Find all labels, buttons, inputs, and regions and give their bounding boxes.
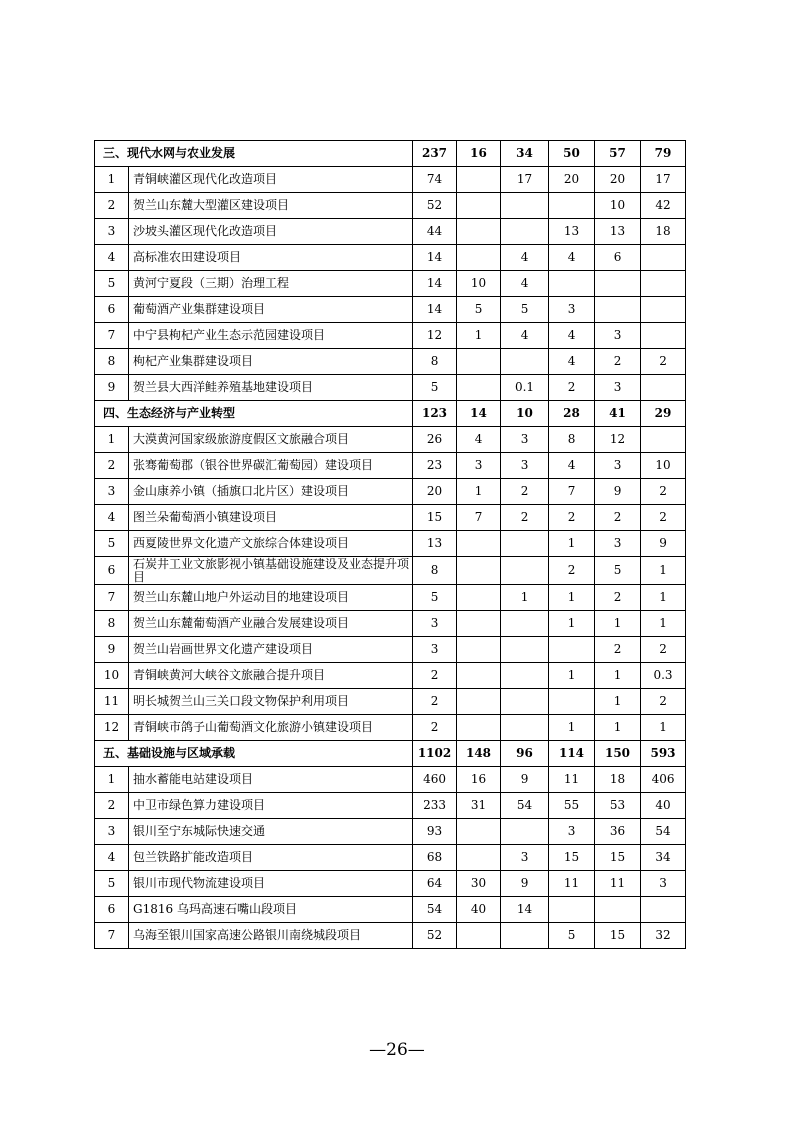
value-cell: 14: [413, 245, 457, 271]
value-cell: [501, 531, 549, 557]
row-number: 3: [95, 479, 129, 505]
value-cell: 20: [413, 479, 457, 505]
value-cell: 1: [641, 557, 686, 585]
value-cell: [457, 663, 501, 689]
section-header-row: [95, 401, 686, 427]
value-cell: 4: [549, 323, 595, 349]
project-name: 乌海至银川国家高速公路银川南绕城段项目: [129, 923, 413, 949]
value-cell: [501, 689, 549, 715]
value-cell: 2: [413, 663, 457, 689]
value-cell: 4: [549, 245, 595, 271]
page-number: —26—: [369, 1040, 425, 1060]
value-cell: 1: [549, 611, 595, 637]
value-cell: [641, 427, 686, 453]
value-cell: 2: [549, 505, 595, 531]
project-name: 贺兰山岩画世界文化遗产建设项目: [129, 637, 413, 663]
table-row: [95, 611, 686, 637]
value-cell: 8: [413, 557, 457, 585]
value-cell: 1: [457, 479, 501, 505]
table-row: [95, 663, 686, 689]
section-total-cell: 41: [595, 401, 641, 427]
project-name: 贺兰山东麓大型灌区建设项目: [129, 193, 413, 219]
project-table: [94, 140, 686, 949]
value-cell: 7: [549, 479, 595, 505]
value-cell: 54: [413, 897, 457, 923]
value-cell: 54: [641, 819, 686, 845]
value-cell: 18: [595, 767, 641, 793]
row-number: 5: [95, 271, 129, 297]
value-cell: 1: [641, 611, 686, 637]
section-total-cell: 79: [641, 141, 686, 167]
project-name: 银川至宁东城际快速交通: [129, 819, 413, 845]
value-cell: 10: [641, 453, 686, 479]
value-cell: 10: [457, 271, 501, 297]
value-cell: 1: [595, 663, 641, 689]
project-name: 西夏陵世界文化遗产文旅综合体建设项目: [129, 531, 413, 557]
section-title: 五、基础设施与区域承载: [95, 741, 413, 767]
section-total-cell: 14: [457, 401, 501, 427]
table-row: [95, 323, 686, 349]
value-cell: [595, 271, 641, 297]
table-row: [95, 715, 686, 741]
value-cell: 2: [595, 349, 641, 375]
value-cell: [457, 375, 501, 401]
table-row: [95, 923, 686, 949]
row-number: 10: [95, 663, 129, 689]
value-cell: 20: [595, 167, 641, 193]
section-title: 三、现代水网与农业发展: [95, 141, 413, 167]
value-cell: [595, 897, 641, 923]
value-cell: [501, 715, 549, 741]
value-cell: 9: [641, 531, 686, 557]
value-cell: 3: [413, 611, 457, 637]
section-header-row: [95, 141, 686, 167]
value-cell: 40: [457, 897, 501, 923]
value-cell: 2: [413, 715, 457, 741]
value-cell: 2: [549, 375, 595, 401]
value-cell: 3: [641, 871, 686, 897]
table-row: [95, 689, 686, 715]
table-row: [95, 845, 686, 871]
value-cell: 3: [501, 453, 549, 479]
value-cell: 9: [501, 871, 549, 897]
project-name: 沙坡头灌区现代化改造项目: [129, 219, 413, 245]
section-total-cell: 57: [595, 141, 641, 167]
value-cell: 2: [641, 505, 686, 531]
value-cell: 2: [549, 557, 595, 585]
row-number: 2: [95, 193, 129, 219]
value-cell: [501, 819, 549, 845]
value-cell: 3: [501, 427, 549, 453]
value-cell: 9: [501, 767, 549, 793]
table-row: [95, 479, 686, 505]
project-name: 青铜峡黄河大峡谷文旅融合提升项目: [129, 663, 413, 689]
value-cell: 0.3: [641, 663, 686, 689]
value-cell: [595, 297, 641, 323]
value-cell: [501, 611, 549, 637]
value-cell: 17: [501, 167, 549, 193]
section-total-cell: 16: [457, 141, 501, 167]
value-cell: [457, 689, 501, 715]
value-cell: 2: [501, 505, 549, 531]
value-cell: [549, 897, 595, 923]
table-row: [95, 219, 686, 245]
value-cell: [457, 611, 501, 637]
row-number: 5: [95, 871, 129, 897]
project-name: 银川市现代物流建设项目: [129, 871, 413, 897]
value-cell: 1: [641, 715, 686, 741]
value-cell: [457, 193, 501, 219]
value-cell: [457, 531, 501, 557]
value-cell: 2: [641, 689, 686, 715]
value-cell: 10: [595, 193, 641, 219]
project-name: 贺兰县大西洋鲑养殖基地建设项目: [129, 375, 413, 401]
value-cell: 1: [457, 323, 501, 349]
value-cell: 1: [595, 611, 641, 637]
value-cell: 52: [413, 923, 457, 949]
value-cell: 4: [501, 323, 549, 349]
value-cell: 12: [595, 427, 641, 453]
table-row: [95, 897, 686, 923]
section-total-cell: 28: [549, 401, 595, 427]
row-number: 7: [95, 923, 129, 949]
table-row: [95, 767, 686, 793]
value-cell: 13: [549, 219, 595, 245]
value-cell: 3: [549, 819, 595, 845]
table-row: [95, 557, 686, 585]
table-row: [95, 167, 686, 193]
row-number: 2: [95, 793, 129, 819]
project-name: 贺兰山东麓葡萄酒产业融合发展建设项目: [129, 611, 413, 637]
table-row: [95, 375, 686, 401]
value-cell: 3: [595, 375, 641, 401]
value-cell: 5: [549, 923, 595, 949]
row-number: 8: [95, 349, 129, 375]
value-cell: [457, 245, 501, 271]
value-cell: [501, 637, 549, 663]
table-row: [95, 871, 686, 897]
section-total-cell: 29: [641, 401, 686, 427]
value-cell: [457, 923, 501, 949]
row-number: 1: [95, 427, 129, 453]
table-row: [95, 297, 686, 323]
table-row: [95, 819, 686, 845]
value-cell: 54: [501, 793, 549, 819]
table-row: [95, 193, 686, 219]
table-row: [95, 271, 686, 297]
row-number: 11: [95, 689, 129, 715]
value-cell: 2: [641, 637, 686, 663]
row-number: 6: [95, 897, 129, 923]
value-cell: [641, 897, 686, 923]
value-cell: 3: [501, 845, 549, 871]
value-cell: [641, 271, 686, 297]
value-cell: 406: [641, 767, 686, 793]
row-number: 4: [95, 505, 129, 531]
value-cell: 15: [595, 923, 641, 949]
value-cell: 6: [595, 245, 641, 271]
section-total-cell: 34: [501, 141, 549, 167]
value-cell: [501, 193, 549, 219]
table-row: [95, 427, 686, 453]
value-cell: 3: [413, 637, 457, 663]
value-cell: 93: [413, 819, 457, 845]
row-number: 9: [95, 637, 129, 663]
value-cell: 4: [457, 427, 501, 453]
value-cell: 5: [413, 585, 457, 611]
table-body: [95, 141, 686, 949]
value-cell: 1: [595, 689, 641, 715]
value-cell: 1: [501, 585, 549, 611]
section-total-cell: 237: [413, 141, 457, 167]
table-row: [95, 453, 686, 479]
value-cell: 11: [549, 767, 595, 793]
value-cell: 3: [595, 453, 641, 479]
value-cell: [549, 637, 595, 663]
row-number: 5: [95, 531, 129, 557]
value-cell: 40: [641, 793, 686, 819]
value-cell: 42: [641, 193, 686, 219]
project-name: 黄河宁夏段（三期）治理工程: [129, 271, 413, 297]
row-number: 7: [95, 323, 129, 349]
value-cell: [457, 585, 501, 611]
value-cell: 74: [413, 167, 457, 193]
value-cell: 52: [413, 193, 457, 219]
value-cell: 18: [641, 219, 686, 245]
value-cell: [457, 845, 501, 871]
value-cell: 1: [549, 531, 595, 557]
value-cell: 2: [641, 479, 686, 505]
value-cell: 17: [641, 167, 686, 193]
section-total-cell: 50: [549, 141, 595, 167]
value-cell: [641, 375, 686, 401]
project-name: 青铜峡市鸽子山葡萄酒文化旅游小镇建设项目: [129, 715, 413, 741]
value-cell: 32: [641, 923, 686, 949]
value-cell: [501, 663, 549, 689]
row-number: 1: [95, 167, 129, 193]
row-number: 12: [95, 715, 129, 741]
value-cell: 26: [413, 427, 457, 453]
value-cell: [641, 323, 686, 349]
project-name: 中卫市绿色算力建设项目: [129, 793, 413, 819]
section-total-cell: 1102: [413, 741, 457, 767]
value-cell: [549, 689, 595, 715]
project-name: 枸杞产业集群建设项目: [129, 349, 413, 375]
project-name: 金山康养小镇（插旗口北片区）建设项目: [129, 479, 413, 505]
row-number: 4: [95, 245, 129, 271]
value-cell: 13: [413, 531, 457, 557]
value-cell: 5: [501, 297, 549, 323]
value-cell: 4: [549, 453, 595, 479]
row-number: 3: [95, 819, 129, 845]
value-cell: 53: [595, 793, 641, 819]
value-cell: 460: [413, 767, 457, 793]
table-row: [95, 637, 686, 663]
value-cell: 16: [457, 767, 501, 793]
value-cell: [457, 819, 501, 845]
value-cell: 2: [595, 637, 641, 663]
project-name: 青铜峡灌区现代化改造项目: [129, 167, 413, 193]
section-total-cell: 148: [457, 741, 501, 767]
value-cell: 0.1: [501, 375, 549, 401]
project-name: G1816 乌玛高速石嘴山段项目: [129, 897, 413, 923]
value-cell: 15: [413, 505, 457, 531]
value-cell: [549, 271, 595, 297]
section-header-row: [95, 741, 686, 767]
project-name: 葡萄酒产业集群建设项目: [129, 297, 413, 323]
value-cell: 8: [549, 427, 595, 453]
row-number: 1: [95, 767, 129, 793]
project-name: 包兰铁路扩能改造项目: [129, 845, 413, 871]
value-cell: 9: [595, 479, 641, 505]
value-cell: [501, 349, 549, 375]
value-cell: [549, 193, 595, 219]
value-cell: [641, 297, 686, 323]
row-number: 2: [95, 453, 129, 479]
value-cell: 2: [413, 689, 457, 715]
project-name: 图兰朵葡萄酒小镇建设项目: [129, 505, 413, 531]
value-cell: [457, 219, 501, 245]
value-cell: 233: [413, 793, 457, 819]
value-cell: [457, 557, 501, 585]
value-cell: 3: [457, 453, 501, 479]
section-total-cell: 123: [413, 401, 457, 427]
table-row: [95, 531, 686, 557]
value-cell: [457, 715, 501, 741]
project-name: 石炭井工业文旅影视小镇基础设施建设及业态提升项目: [129, 557, 413, 585]
value-cell: 14: [413, 271, 457, 297]
value-cell: 2: [595, 585, 641, 611]
value-cell: 1: [549, 715, 595, 741]
value-cell: 15: [549, 845, 595, 871]
value-cell: 1: [549, 585, 595, 611]
value-cell: 5: [413, 375, 457, 401]
value-cell: 11: [549, 871, 595, 897]
value-cell: 5: [457, 297, 501, 323]
value-cell: 2: [501, 479, 549, 505]
row-number: 9: [95, 375, 129, 401]
row-number: 7: [95, 585, 129, 611]
row-number: 4: [95, 845, 129, 871]
project-name: 张骞葡萄郡（银谷世界碳汇葡萄园）建设项目: [129, 453, 413, 479]
value-cell: [457, 167, 501, 193]
value-cell: [501, 923, 549, 949]
section-total-cell: 114: [549, 741, 595, 767]
project-name: 高标准农田建设项目: [129, 245, 413, 271]
value-cell: [501, 219, 549, 245]
project-name: 中宁县枸杞产业生态示范园建设项目: [129, 323, 413, 349]
section-total-cell: 10: [501, 401, 549, 427]
value-cell: 1: [595, 715, 641, 741]
value-cell: 12: [413, 323, 457, 349]
value-cell: 3: [595, 323, 641, 349]
value-cell: 4: [501, 271, 549, 297]
value-cell: 15: [595, 845, 641, 871]
table-row: [95, 245, 686, 271]
row-number: 8: [95, 611, 129, 637]
value-cell: 2: [641, 349, 686, 375]
value-cell: 55: [549, 793, 595, 819]
value-cell: 3: [549, 297, 595, 323]
table-row: [95, 793, 686, 819]
value-cell: 31: [457, 793, 501, 819]
value-cell: 7: [457, 505, 501, 531]
value-cell: [457, 637, 501, 663]
value-cell: [457, 349, 501, 375]
value-cell: 5: [595, 557, 641, 585]
value-cell: 4: [549, 349, 595, 375]
row-number: 3: [95, 219, 129, 245]
value-cell: 11: [595, 871, 641, 897]
table-row: [95, 505, 686, 531]
value-cell: 64: [413, 871, 457, 897]
section-title: 四、生态经济与产业转型: [95, 401, 413, 427]
table-row: [95, 585, 686, 611]
row-number: 6: [95, 297, 129, 323]
value-cell: 4: [501, 245, 549, 271]
project-name: 大漠黄河国家级旅游度假区文旅融合项目: [129, 427, 413, 453]
value-cell: 23: [413, 453, 457, 479]
value-cell: 14: [501, 897, 549, 923]
table-row: [95, 349, 686, 375]
value-cell: 36: [595, 819, 641, 845]
value-cell: 1: [549, 663, 595, 689]
value-cell: [641, 245, 686, 271]
value-cell: 13: [595, 219, 641, 245]
value-cell: 68: [413, 845, 457, 871]
project-name: 贺兰山东麓山地户外运动目的地建设项目: [129, 585, 413, 611]
value-cell: 20: [549, 167, 595, 193]
value-cell: 14: [413, 297, 457, 323]
project-name: 明长城贺兰山三关口段文物保护利用项目: [129, 689, 413, 715]
row-number: 6: [95, 557, 129, 585]
value-cell: 44: [413, 219, 457, 245]
section-total-cell: 96: [501, 741, 549, 767]
section-total-cell: 593: [641, 741, 686, 767]
value-cell: 2: [595, 505, 641, 531]
section-total-cell: 150: [595, 741, 641, 767]
value-cell: 1: [641, 585, 686, 611]
value-cell: 34: [641, 845, 686, 871]
value-cell: 3: [595, 531, 641, 557]
value-cell: 30: [457, 871, 501, 897]
value-cell: [501, 557, 549, 585]
project-name: 抽水蓄能电站建设项目: [129, 767, 413, 793]
value-cell: 8: [413, 349, 457, 375]
